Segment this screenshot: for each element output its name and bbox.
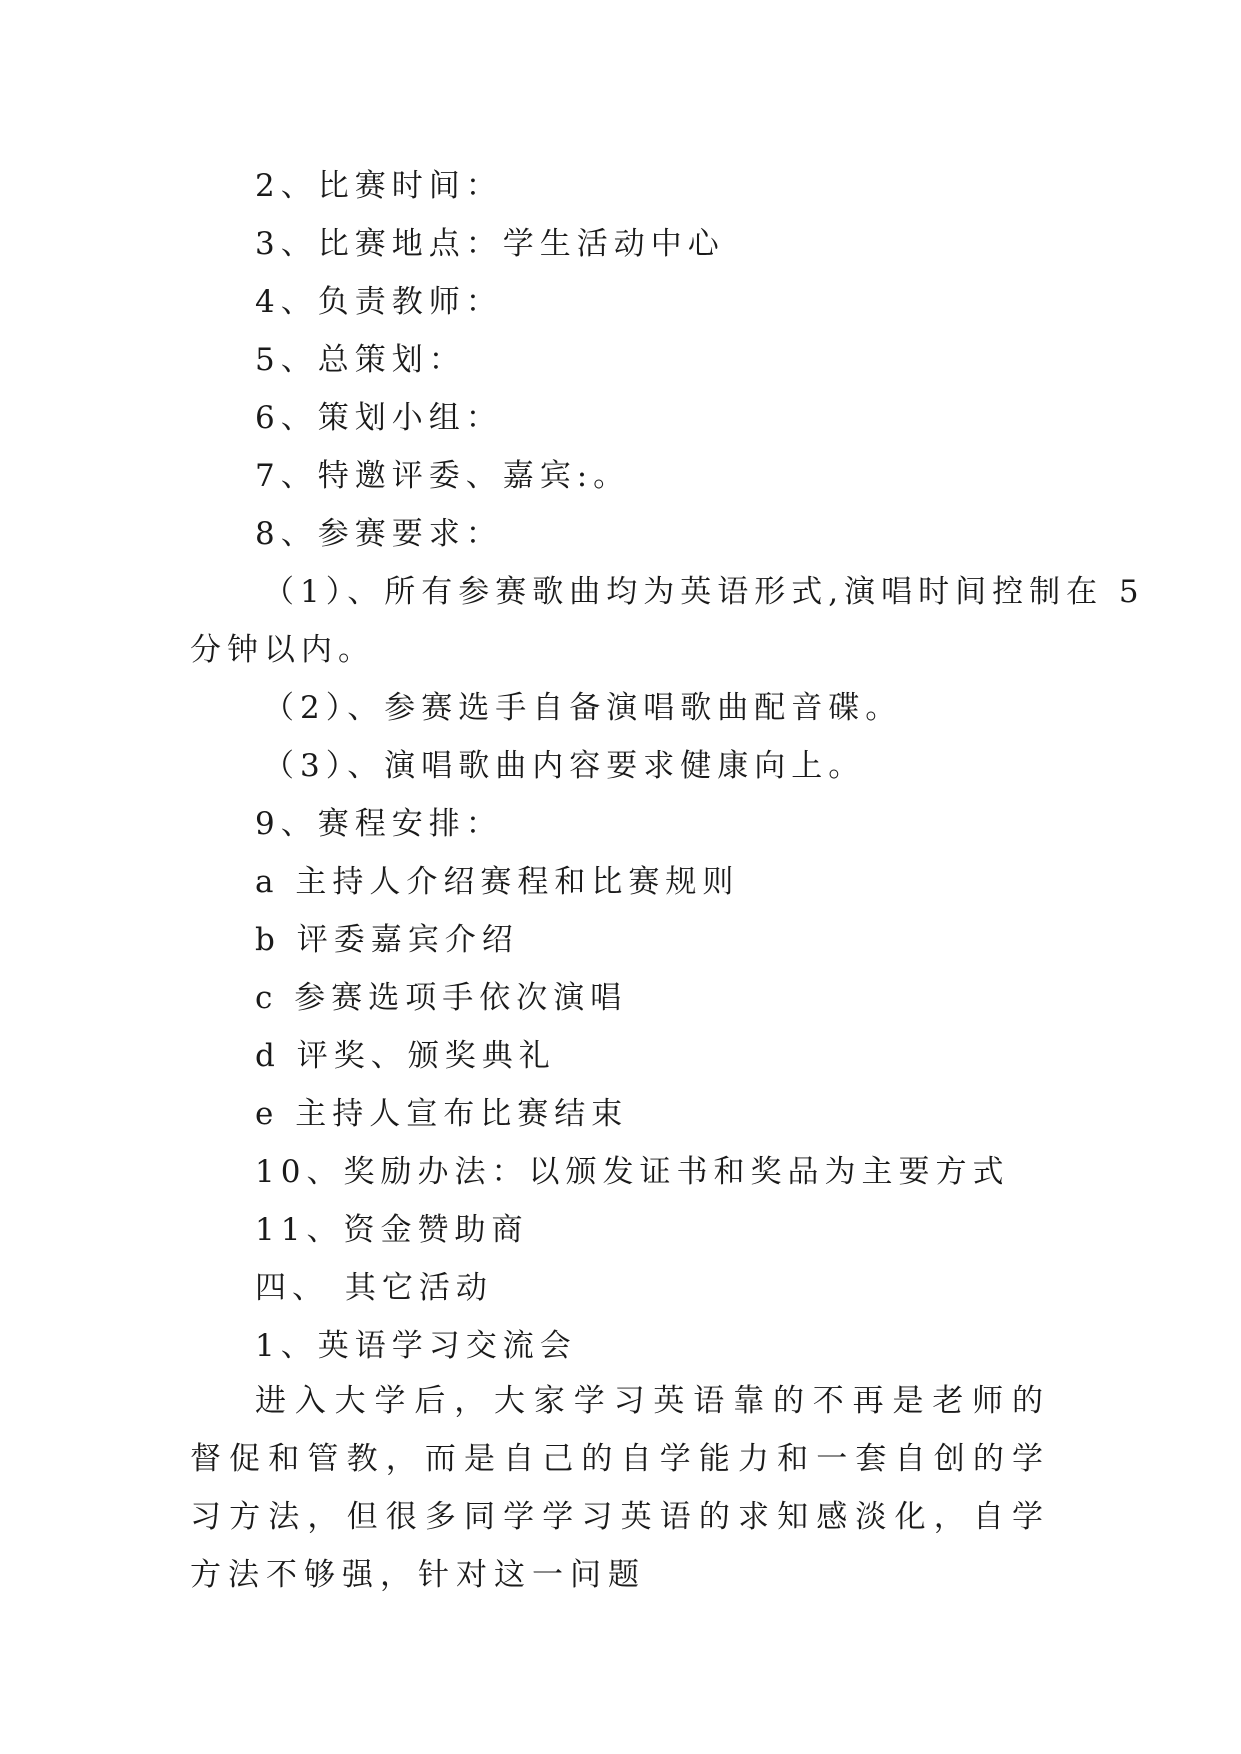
requirement-3: （3）、演唱歌曲内容要求健康向上。: [263, 748, 866, 784]
schedule-e: e 主持人宣布比赛结束: [255, 1096, 629, 1132]
schedule-b: b 评委嘉宾介绍: [255, 922, 519, 958]
item-planning-group: 6、策划小组：: [255, 400, 503, 436]
item-chief-planner: 5、总策划：: [255, 342, 466, 378]
item-rewards: 10、奖励办法：以颁发证书和奖品为主要方式: [255, 1154, 1010, 1190]
section-other-activities: 四、 其它活动: [255, 1270, 493, 1306]
item-schedule-heading: 9、赛程安排：: [255, 806, 503, 842]
schedule-c: c 参赛选项手依次演唱: [255, 980, 628, 1016]
item-requirements-heading: 8、参赛要求：: [255, 516, 503, 552]
item-sponsors: 11、资金赞助商: [255, 1212, 529, 1248]
schedule-d: d 评奖、颁奖典礼: [255, 1038, 556, 1074]
item-responsible-teacher: 4、负责教师：: [255, 284, 503, 320]
requirement-1: （1）、所有参赛歌曲均为英语形式,演唱时间控制在 5: [263, 574, 1145, 610]
item-competition-venue: 3、比赛地点：学生活动中心: [255, 226, 725, 262]
item-guest-judges: 7、特邀评委、嘉宾:。: [255, 458, 631, 494]
schedule-a: a 主持人介绍赛程和比赛规则: [255, 864, 740, 900]
body-paragraph: 进入大学后，大家学习英语靠的不再是老师的督促和管教，而是自己的自学能力和一套自创的学习方法，但很多同学学习英语的求知感淡化，自学方法不够强，针对这一问题: [190, 1383, 1050, 1593]
requirement-1-continued: 分钟以内。: [190, 632, 375, 668]
item-competition-time: 2、比赛时间：: [255, 168, 503, 204]
activity-english-exchange: 1、英语学习交流会: [255, 1328, 577, 1364]
requirement-2: （2）、参赛选手自备演唱歌曲配音碟。: [263, 690, 903, 726]
